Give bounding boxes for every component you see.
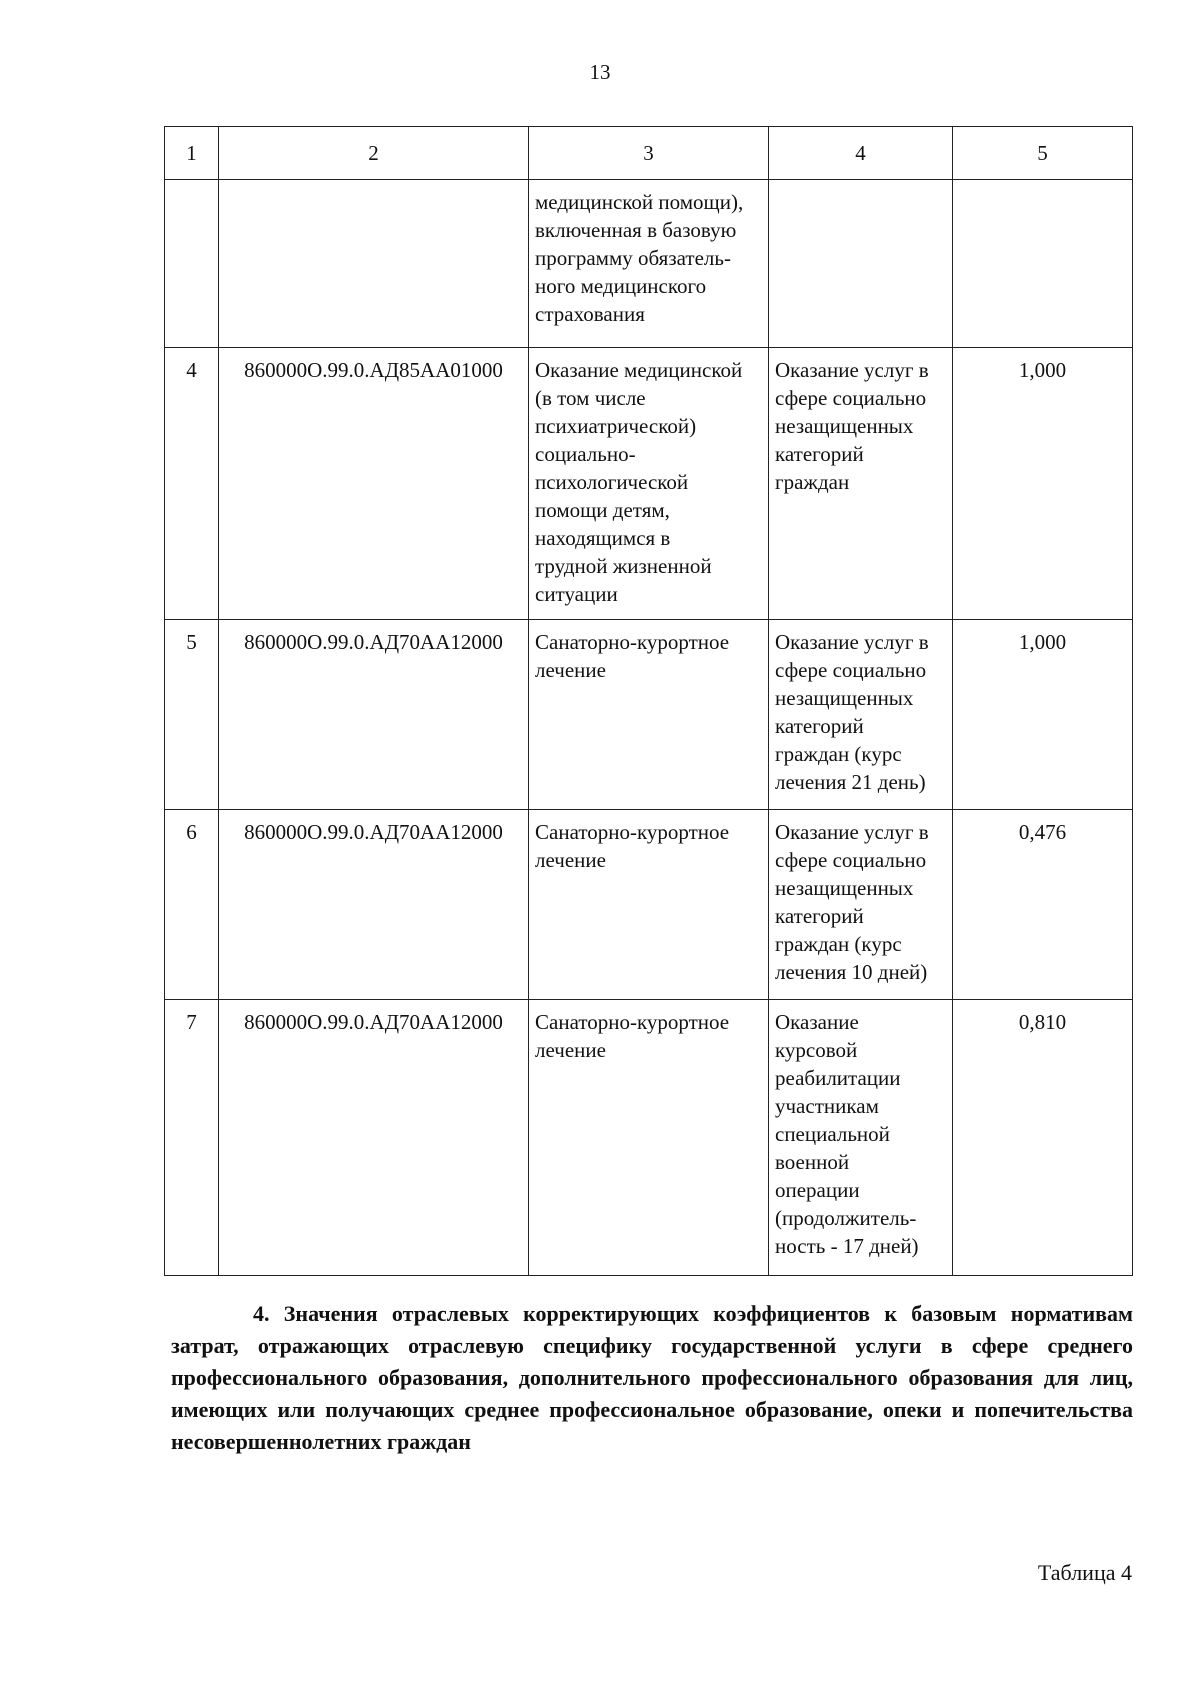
service-code: 860000О.99.0.АД70АА12000: [219, 620, 529, 810]
table-row: [165, 620, 1133, 810]
table-header-row: [165, 127, 1133, 180]
service-category: [769, 180, 953, 348]
coefficient-value: 1,000: [953, 620, 1133, 810]
service-code: [219, 180, 529, 348]
service-name: Санаторно-курортное лечение: [529, 620, 769, 810]
service-category: Оказание услуг в сфере социально незащищенных категорий граждан (курс лечения 21 день): [769, 620, 953, 810]
table-row: [165, 348, 1133, 620]
column-header-4: 4: [769, 127, 953, 180]
row-number: 5: [165, 620, 219, 810]
service-category: Оказание услуг в сфере социально незащищенных категорий граждан (курс лечения 10 дней): [769, 810, 953, 1000]
service-code: 860000О.99.0.АД70АА12000: [219, 1000, 529, 1276]
column-header-3: 3: [529, 127, 769, 180]
coefficient-value: 0,476: [953, 810, 1133, 1000]
service-category: Оказание услуг в сфере социально незащищенных категорий граждан: [769, 348, 953, 620]
table-row: [165, 810, 1133, 1000]
row-number: [165, 180, 219, 348]
column-header-2: 2: [219, 127, 529, 180]
service-code: 860000О.99.0.АД85АА01000: [219, 348, 529, 620]
service-code: 860000О.99.0.АД70АА12000: [219, 810, 529, 1000]
page-number: 13: [589, 60, 611, 84]
column-header-1: 1: [165, 127, 219, 180]
service-name: Оказание медицинской (в том числе психиатрической) социально- психологической помощи детям, находящимся в трудной жизненной ситуации: [529, 348, 769, 620]
service-name: медицинской помощи), включенная в базовую программу обязатель- ного медицинского страхования: [529, 180, 769, 348]
coefficient-value: 0,810: [953, 1000, 1133, 1276]
coefficients-table: [164, 126, 1133, 1276]
service-name: Санаторно-курортное лечение: [529, 810, 769, 1000]
row-number: 4: [165, 348, 219, 620]
table-caption: Таблица 4: [1037, 1560, 1132, 1585]
table-row: [165, 1000, 1133, 1276]
row-number: 7: [165, 1000, 219, 1276]
coefficient-value: 1,000: [953, 348, 1133, 620]
service-name: Санаторно-курортное лечение: [529, 1000, 769, 1276]
coefficient-value: [953, 180, 1133, 348]
table-row: [165, 180, 1133, 348]
section-heading: 4. Значения отраслевых корректирующих коэффициентов к базовым нормативам затрат, отражающих отраслевую специфику государственной услуги в сфере среднего профессионального образования, дополнительного профессионального образования для лиц, имеющих или получающих среднее профессиональное образование, опеки и попечительства несовершеннолетних граждан: [171, 1301, 1133, 1454]
row-number: 6: [165, 810, 219, 1000]
service-category: Оказание курсовой реабилитации участникам специальной военной операции (продолжитель- ность - 17 дней): [769, 1000, 953, 1276]
column-header-5: 5: [953, 127, 1133, 180]
